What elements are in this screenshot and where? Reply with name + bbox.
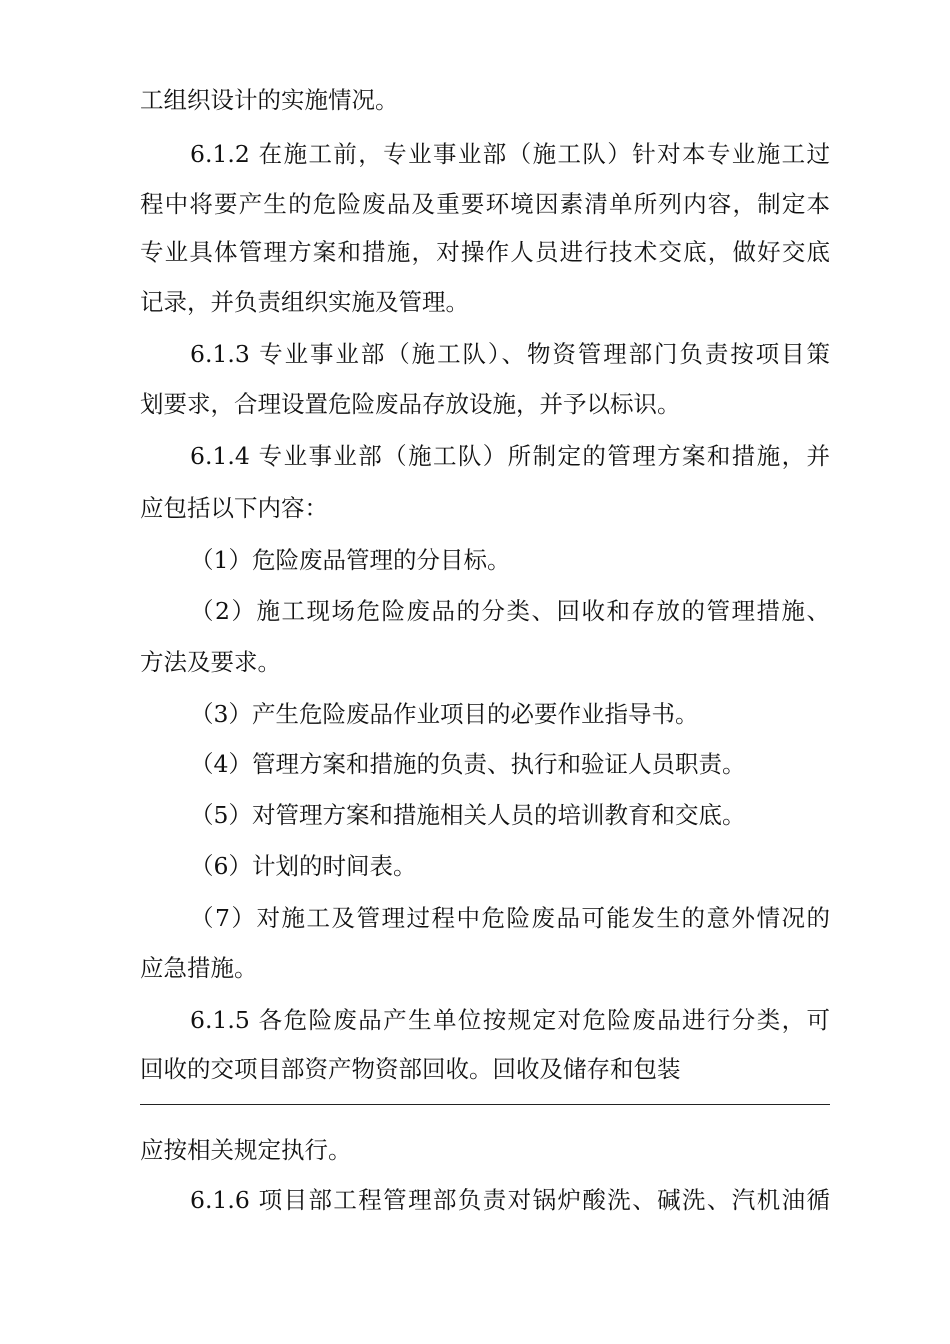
list-item: （7）对施工及管理过程中危险废品可能发生的意外情况的 (190, 904, 830, 932)
text-line: 方法及要求。 (140, 648, 281, 676)
text-line: 6.1.5 各危险废品产生单位按规定对危险废品进行分类，可 (190, 1006, 830, 1034)
text-line: 记录，并负责组织实施及管理。 (140, 288, 469, 316)
list-item: （3）产生危险废品作业项目的必要作业指导书。 (190, 700, 699, 728)
text-line: 工组织设计的实施情况。 (140, 86, 399, 114)
text-line: 6.1.3 专业事业部（施工队）、物资管理部门负责按项目策 (190, 340, 830, 368)
list-item: （6）计划的时间表。 (190, 852, 417, 880)
page-divider (140, 1104, 830, 1105)
text-line: 专业具体管理方案和措施，对操作人员进行技术交底，做好交底 (140, 238, 830, 266)
text-line: 划要求，合理设置危险废品存放设施，并予以标识。 (140, 390, 681, 418)
list-item: （1）危险废品管理的分目标。 (190, 546, 511, 574)
text-line: 应按相关规定执行。 (140, 1136, 352, 1164)
text-line: 应急措施。 (140, 954, 258, 982)
text-line: 6.1.2 在施工前，专业事业部（施工队）针对本专业施工过 (190, 140, 830, 168)
text-line: 程中将要产生的危险废品及重要环境因素清单所列内容，制定本 (140, 190, 830, 218)
text-line: 6.1.4 专业事业部（施工队）所制定的管理方案和措施，并 (190, 442, 830, 470)
list-item: （5）对管理方案和措施相关人员的培训教育和交底。 (190, 801, 746, 829)
text-line: 应包括以下内容： (140, 494, 328, 522)
list-item: （2）施工现场危险废品的分类、回收和存放的管理措施、 (190, 597, 830, 625)
list-item: （4）管理方案和措施的负责、执行和验证人员职责。 (190, 750, 746, 778)
text-line: 6.1.6 项目部工程管理部负责对锅炉酸洗、碱洗、汽机油循 (190, 1186, 830, 1214)
text-line: 回收的交项目部资产物资部回收。回收及储存和包装 (140, 1055, 681, 1083)
